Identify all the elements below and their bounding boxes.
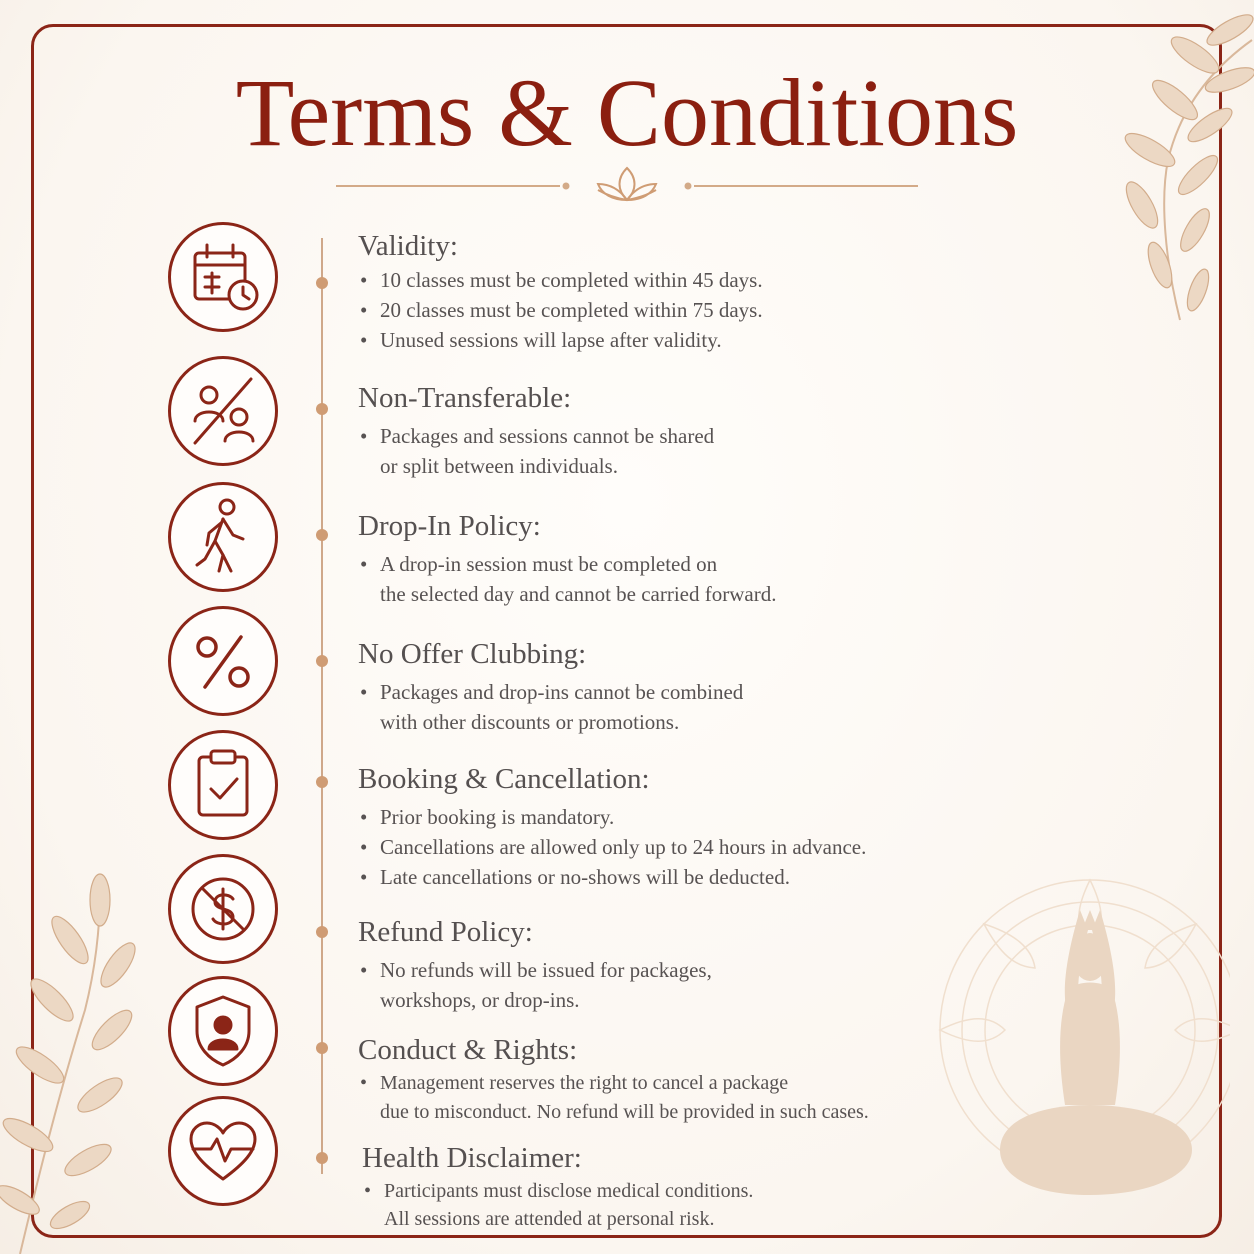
section-drop-in-policy <box>358 509 998 609</box>
bullet-item: • Late cancellations or no-shows will be deducted. <box>358 862 998 892</box>
bullet-list <box>358 265 998 355</box>
shield-person-icon <box>168 976 278 1086</box>
bullet-item: • Management reserves the right to cancel a package due to misconduct. No refund will be provided in such cases. <box>358 1069 1018 1127</box>
bullet-item: • Cancellations are allowed only up to 24 hours in advance. <box>358 832 998 862</box>
section-health-disclaimer <box>362 1141 1002 1233</box>
walking-person-icon <box>168 482 278 592</box>
section-heading: Conduct & Rights: <box>358 1034 578 1066</box>
bullet-item: • Participants must disclose medical conditions. All sessions are attended at personal risk. <box>362 1177 1002 1233</box>
bullet-item: • No refunds will be issued for packages, workshops, or drop-ins. <box>358 955 998 1015</box>
section-heading: Drop-In Policy: <box>358 510 541 542</box>
section-heading: Booking & Cancellation: <box>358 763 650 795</box>
bullet-item: • Packages and sessions cannot be shared or split between individuals. <box>358 421 998 481</box>
timeline-line <box>321 238 323 1174</box>
bullet-item: • Packages and drop-ins cannot be combined with other discounts or promotions. <box>358 677 998 737</box>
section-validity <box>358 229 998 355</box>
no-dollar-icon <box>168 854 278 964</box>
bullet-list <box>358 1069 1018 1127</box>
bullet-item: • A drop-in session must be completed on the selected day and cannot be carried forward. <box>358 549 998 609</box>
timeline-dot <box>316 277 328 289</box>
section-heading: Health Disclaimer: <box>362 1142 582 1174</box>
bullet-item: • Unused sessions will lapse after validity. <box>358 325 998 355</box>
section-non-transferable <box>358 381 998 481</box>
timeline-dot <box>316 403 328 415</box>
bullet-list <box>358 677 998 737</box>
timeline-dot <box>316 655 328 667</box>
timeline-dot <box>316 529 328 541</box>
calendar-clock-icon <box>168 222 278 332</box>
section-no-offer-clubbing <box>358 637 998 737</box>
section-heading: Validity: <box>358 230 458 262</box>
bullet-list <box>358 955 998 1015</box>
lotus-divider-icon <box>330 162 924 208</box>
bullet-list <box>358 549 998 609</box>
timeline-dot <box>316 1152 328 1164</box>
section-refund-policy <box>358 915 998 1015</box>
section-conduct-rights <box>358 1033 1018 1127</box>
section-heading: Refund Policy: <box>358 916 533 948</box>
timeline-dot <box>316 926 328 938</box>
bullet-item: • 10 classes must be completed within 45 days. <box>358 265 998 295</box>
bullet-item: • Prior booking is mandatory. <box>358 802 998 832</box>
no-sharing-users-icon <box>168 356 278 466</box>
section-heading: Non-Transferable: <box>358 382 572 414</box>
bullet-list <box>362 1177 1002 1233</box>
page-title: Terms & Conditions <box>235 59 1019 166</box>
clipboard-check-icon <box>168 730 278 840</box>
section-heading: No Offer Clubbing: <box>358 638 587 670</box>
bullet-item: • 20 classes must be completed within 75 days. <box>358 295 998 325</box>
leaf-branch-bottom-left-icon <box>0 870 160 1254</box>
bullet-list <box>358 802 998 892</box>
section-booking-cancellation <box>358 762 998 892</box>
timeline-dot <box>316 1042 328 1054</box>
heart-pulse-icon <box>168 1096 278 1206</box>
bullet-list <box>358 421 998 481</box>
timeline-dot <box>316 776 328 788</box>
percent-icon <box>168 606 278 716</box>
